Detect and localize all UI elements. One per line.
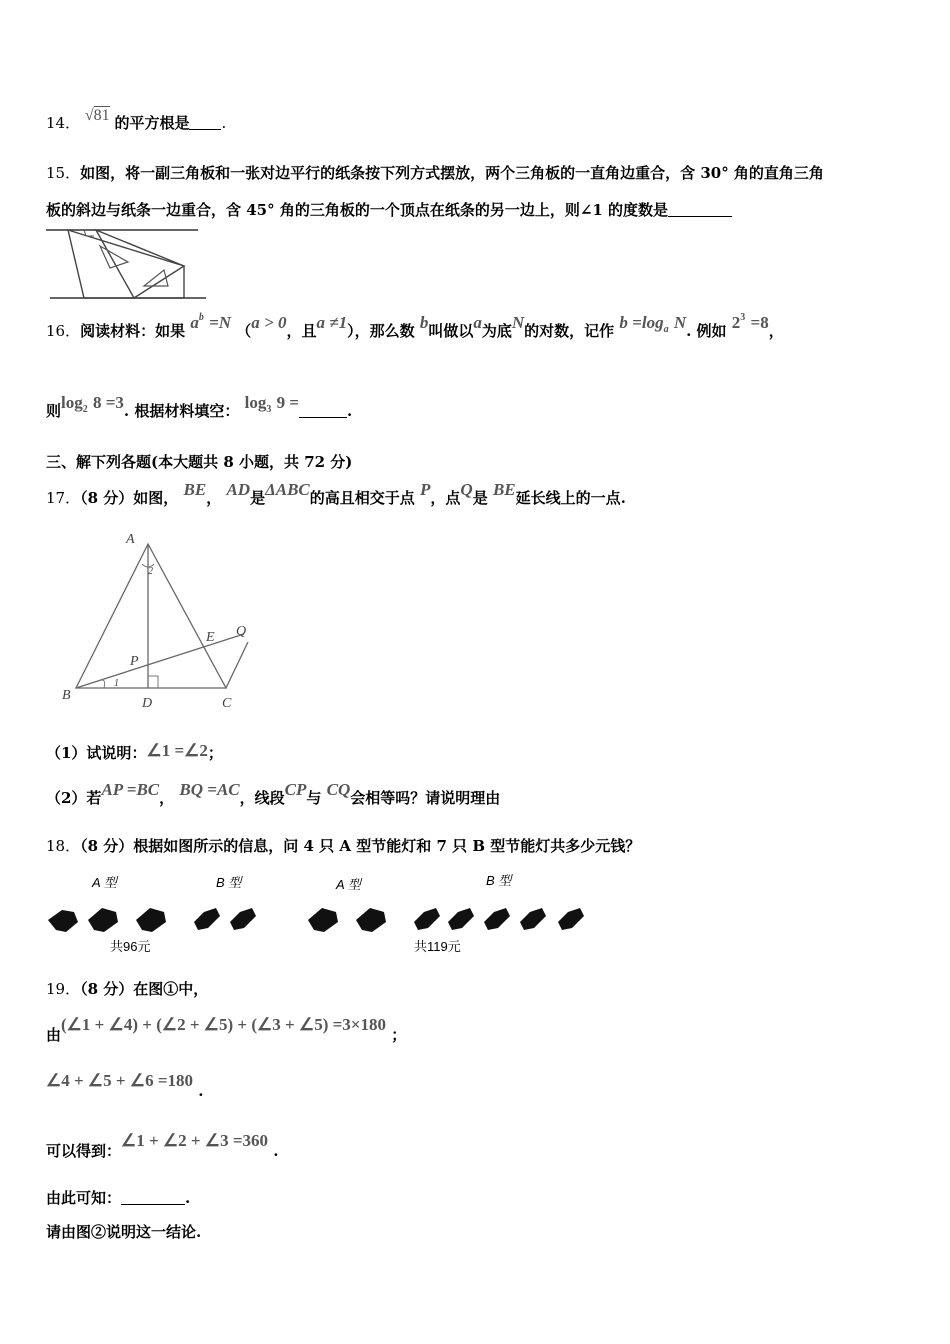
label-b-type-2: B 型: [486, 873, 512, 888]
sqrt-expression: √81: [84, 107, 110, 124]
example-log: $\log_2 8 =3$: [61, 393, 124, 415]
question-18: 18．（8 分）根据如图所示的信息，问 4 只 A 型节能灯和 7 只 B 型节能灯共多少元钱？: [46, 837, 641, 855]
question-number: 15．: [46, 164, 81, 182]
answer-blank: [121, 1190, 185, 1205]
question-19-eq3: 可以得到：∠1 + ∠2 + ∠3 =360 .: [46, 1131, 279, 1160]
total-group-1: 共96元: [110, 939, 151, 954]
question-16-line2: 则$\log_2 8 =3$. 根据材料填空： $\log_3 9$ = .: [46, 393, 353, 420]
label-q: Q: [236, 624, 247, 639]
label-c: C: [222, 696, 232, 711]
question-17-part2: （2）若AP =BC， BQ =AC，线段CP与 CQ会相等吗？请说明理由: [46, 780, 501, 807]
question-19: 19．（8 分）在图①中，: [46, 980, 209, 998]
label-a: A: [126, 532, 135, 547]
question-17-part1: （1）试说明：∠1 =∠2；: [46, 741, 223, 762]
question-number: 16．: [46, 322, 81, 340]
total-group-2: 共119元: [414, 939, 461, 954]
label-b-type: B 型: [216, 875, 242, 890]
label-angle-2: 2: [148, 566, 153, 577]
question-15-line1: 15．如图，将一副三角板和一张对边平行的纸条按下列方式摆放，两个三角板的一直角边重合，含 30° 角的直角三角: [46, 164, 824, 182]
lamps-figure: [44, 868, 604, 956]
log-definition: $b =\log_a$ N: [619, 313, 687, 335]
label-b: B: [62, 688, 71, 703]
question-15-line2: 板的斜边与纸条一边重合，含 45° 角的三角板的一个顶点在纸条的另一边上，则∠1 的度数是: [46, 199, 732, 220]
question-19-conclusion: 由此可知： .: [46, 1189, 191, 1207]
question-number: 17．: [46, 489, 81, 507]
label-d: D: [142, 696, 153, 711]
label-a-type: A 型: [92, 875, 117, 890]
section-heading: 三、解下列各题(本大题共 8 小题，共 72 分): [46, 453, 353, 471]
answer-blank: [668, 202, 732, 217]
power-expression: $a^b =N$: [190, 312, 232, 332]
question-number: 14．: [46, 114, 81, 132]
question-16-line1: 16．阅读材料：如果 $a^b =N$ （a > 0，且a ≠1），那么数 b叫做以a为底N的对数，记作 $b =\log_a$ N. 例如 $2^3 =8$，: [46, 312, 784, 340]
triangle-strip-figure: [44, 226, 208, 302]
answer-blank: [299, 403, 347, 418]
label-e: E: [206, 630, 215, 645]
question-17: 17．（8 分）如图， BE， AD是ΔABC的高且相交于点 P，点Q是 BE延长线上的一点.: [46, 480, 626, 507]
example-power: $2^3 =8$: [731, 312, 769, 332]
question-19-eq2: ∠4 + ∠5 + ∠6 =180 .: [46, 1071, 204, 1100]
question-19-eq1: 由(∠1 + ∠4) + (∠2 + ∠5) + (∠3 + ∠5) =3×180 ；: [46, 1015, 407, 1044]
label-angle-1: 1: [114, 678, 119, 689]
answer-blank: [189, 115, 221, 130]
label-a-type-2: A 型: [336, 877, 361, 892]
label-p: P: [130, 654, 139, 669]
question-number: 18．: [46, 837, 81, 855]
question-14: 14． √81 的平方根是 .: [46, 107, 227, 132]
question-number: 19．: [46, 980, 81, 998]
triangle-abc-figure: [56, 530, 266, 716]
question-19-instruction: 请由图②说明这一结论.: [46, 1223, 202, 1241]
question-log: $\log_3 9$ =: [244, 393, 300, 415]
